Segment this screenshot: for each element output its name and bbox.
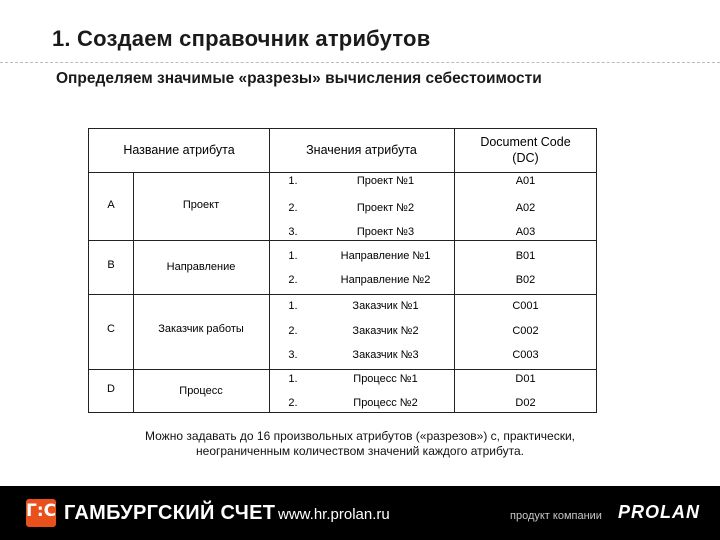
row-value: Направление №2: [340, 274, 431, 286]
row-value: Процесс №1: [353, 373, 418, 385]
row-number: 2.: [288, 202, 298, 214]
footnote-line2: неограниченным количеством значений каждого атрибута.: [196, 444, 524, 458]
slide-title: 1. Создаем справочник атрибутов: [52, 26, 431, 51]
row-code: D02: [515, 397, 536, 409]
row-value: Проект №2: [356, 202, 415, 214]
row-code: C001: [512, 300, 539, 312]
row-value: Направление №1: [340, 250, 431, 262]
title-divider: [0, 62, 720, 64]
brand-name: ГАМБУРГСКИЙ СЧЕТ: [64, 502, 276, 524]
header-document-code: [454, 135, 597, 166]
brand-logo-icon: [26, 499, 56, 527]
group-letter: A: [107, 199, 115, 211]
row-number: 1.: [288, 250, 298, 262]
header-attribute-name: Название атрибута: [123, 143, 235, 157]
row-number: 3.: [288, 349, 298, 361]
group-divider-b: [89, 294, 597, 295]
row-code: B02: [515, 274, 536, 286]
row-code: C003: [512, 349, 539, 361]
footnote: [70, 429, 650, 459]
group-letter: B: [107, 259, 115, 271]
row-value: Проект №3: [356, 226, 415, 238]
group-name: Заказчик работы: [158, 323, 244, 335]
row-code: A01: [515, 175, 536, 187]
group-letter: D: [107, 383, 115, 395]
row-number: 1.: [288, 175, 298, 187]
footer-bar: [0, 486, 720, 540]
header-code-line2: (DC): [512, 150, 539, 165]
header-code-line1: Document Code: [480, 135, 571, 149]
row-value: Проект №1: [356, 175, 415, 187]
group-divider-a: [89, 240, 597, 241]
row-value: Заказчик №1: [352, 300, 419, 312]
header-divider: [89, 172, 597, 173]
prolan-logo: PROLAN: [618, 502, 700, 522]
row-number: 3.: [288, 226, 298, 238]
slide-subtitle: Определяем значимые «разрезы» вычисления себестоимости: [56, 70, 542, 87]
row-number: 2.: [288, 325, 298, 337]
row-value: Заказчик №2: [352, 325, 419, 337]
row-number: 1.: [288, 373, 298, 385]
row-code: C002: [512, 325, 539, 337]
footer-product-text: продукт компании: [510, 510, 602, 522]
row-number: 2.: [288, 397, 298, 409]
footer-url-link[interactable]: www.hr.prolan.ru: [278, 506, 390, 523]
row-code: A02: [515, 202, 536, 214]
footnote-line1: Можно задавать до 16 произвольных атрибутов («разрезов») с, практически,: [145, 429, 575, 443]
group-name: Процесс: [179, 385, 223, 397]
row-code: B01: [515, 250, 536, 262]
row-value: Заказчик №3: [352, 349, 419, 361]
group-name: Проект: [182, 199, 220, 211]
attribute-table: [88, 128, 597, 413]
row-code: A03: [515, 226, 536, 238]
group-name: Направление: [166, 261, 236, 273]
group-divider-c: [89, 369, 597, 370]
row-code: D01: [515, 373, 536, 385]
group-letter: C: [107, 323, 115, 335]
brand-logo-letters: Г:С: [26, 501, 57, 521]
row-value: Процесс №2: [353, 397, 418, 409]
header-attribute-values: Значения атрибута: [306, 143, 417, 157]
row-number: 2.: [288, 274, 298, 286]
row-number: 1.: [288, 300, 298, 312]
